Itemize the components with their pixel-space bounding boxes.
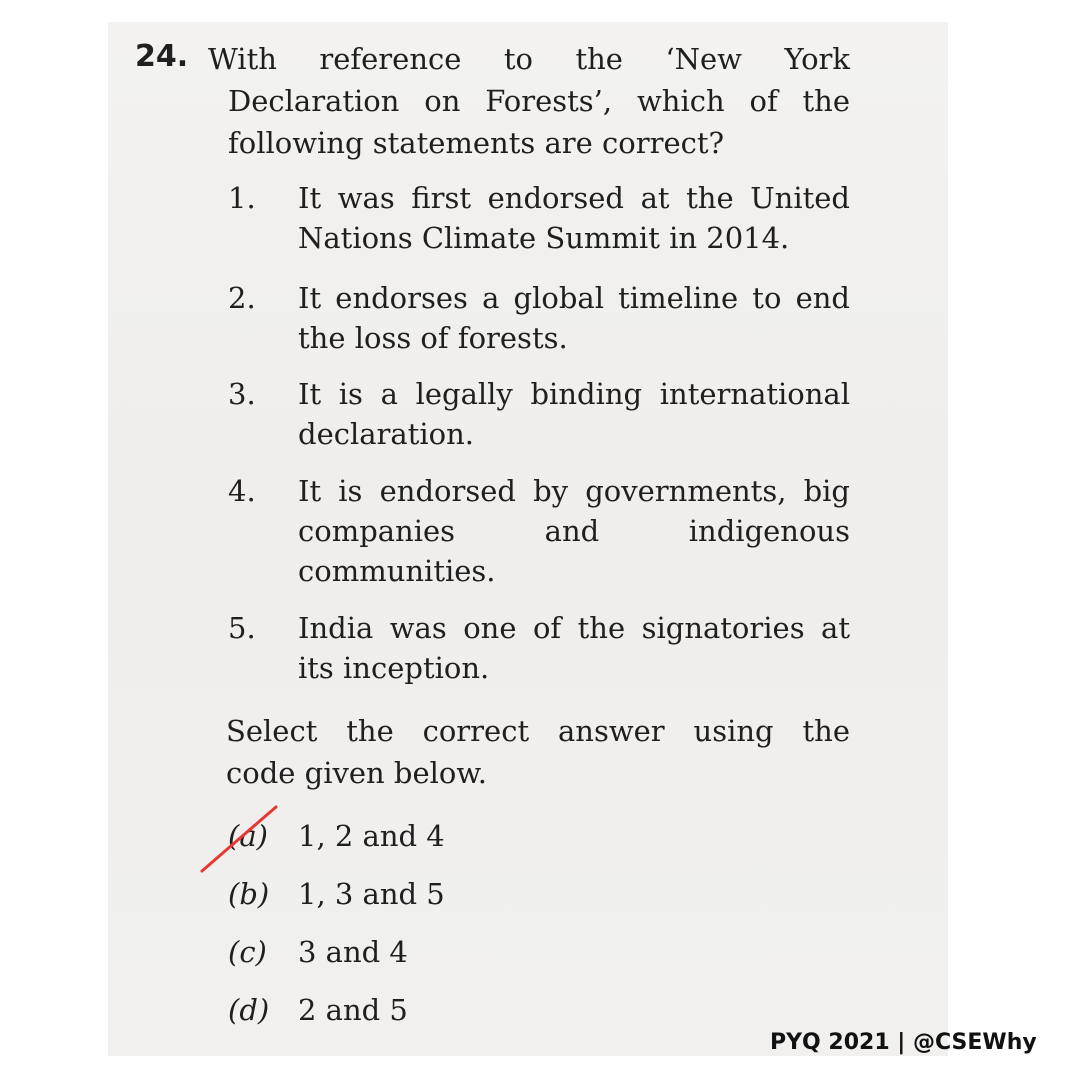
option-letter: (a) [228, 819, 268, 853]
question-number: 24. [135, 39, 189, 74]
statement-text: It endorses a global timeline to end the loss of forests. [298, 281, 850, 355]
option-text: 1, 2 and 4 [298, 819, 445, 853]
question-text [208, 38, 850, 164]
statement-text: India was one of the signatories at its inception. [298, 611, 850, 685]
instruction-text [226, 710, 850, 794]
option-text: 1, 3 and 5 [298, 877, 445, 911]
option-text: 3 and 4 [298, 935, 408, 969]
option-b[interactable] [228, 872, 628, 916]
instruction-line-1: Select the correct answer using the [226, 714, 850, 748]
statement-number: 5. [228, 611, 256, 645]
option-d[interactable] [228, 988, 628, 1032]
statement-number: 1. [228, 181, 256, 215]
source-credit: PYQ 2021 | @CSEWhy [770, 1030, 1037, 1055]
option-a[interactable] [228, 814, 628, 858]
statement-text: It was first endorsed at the United Nations Climate Summit in 2014. [298, 181, 850, 255]
question-line-1: With reference to the ‘New York [208, 42, 850, 76]
answer-strike-mark [200, 804, 280, 874]
statement-text: It is endorsed by governments, big companies and indigenous communities. [298, 474, 850, 588]
statement-text: It is a legally binding international declaration. [298, 377, 850, 451]
option-letter: (c) [228, 935, 267, 969]
option-letter: (d) [228, 993, 270, 1027]
strike-line [202, 807, 276, 871]
statement-number: 2. [228, 281, 256, 315]
scanned-question-page [108, 22, 948, 1056]
option-text: 2 and 5 [298, 993, 408, 1027]
instruction-line-2: code given below. [226, 756, 487, 790]
option-letter: (b) [228, 877, 270, 911]
question-line-rest: Declaration on Forests’, which of the following statements are correct? [228, 84, 850, 160]
statement-number: 4. [228, 474, 256, 508]
option-c[interactable] [228, 930, 628, 974]
statement-number: 3. [228, 377, 256, 411]
